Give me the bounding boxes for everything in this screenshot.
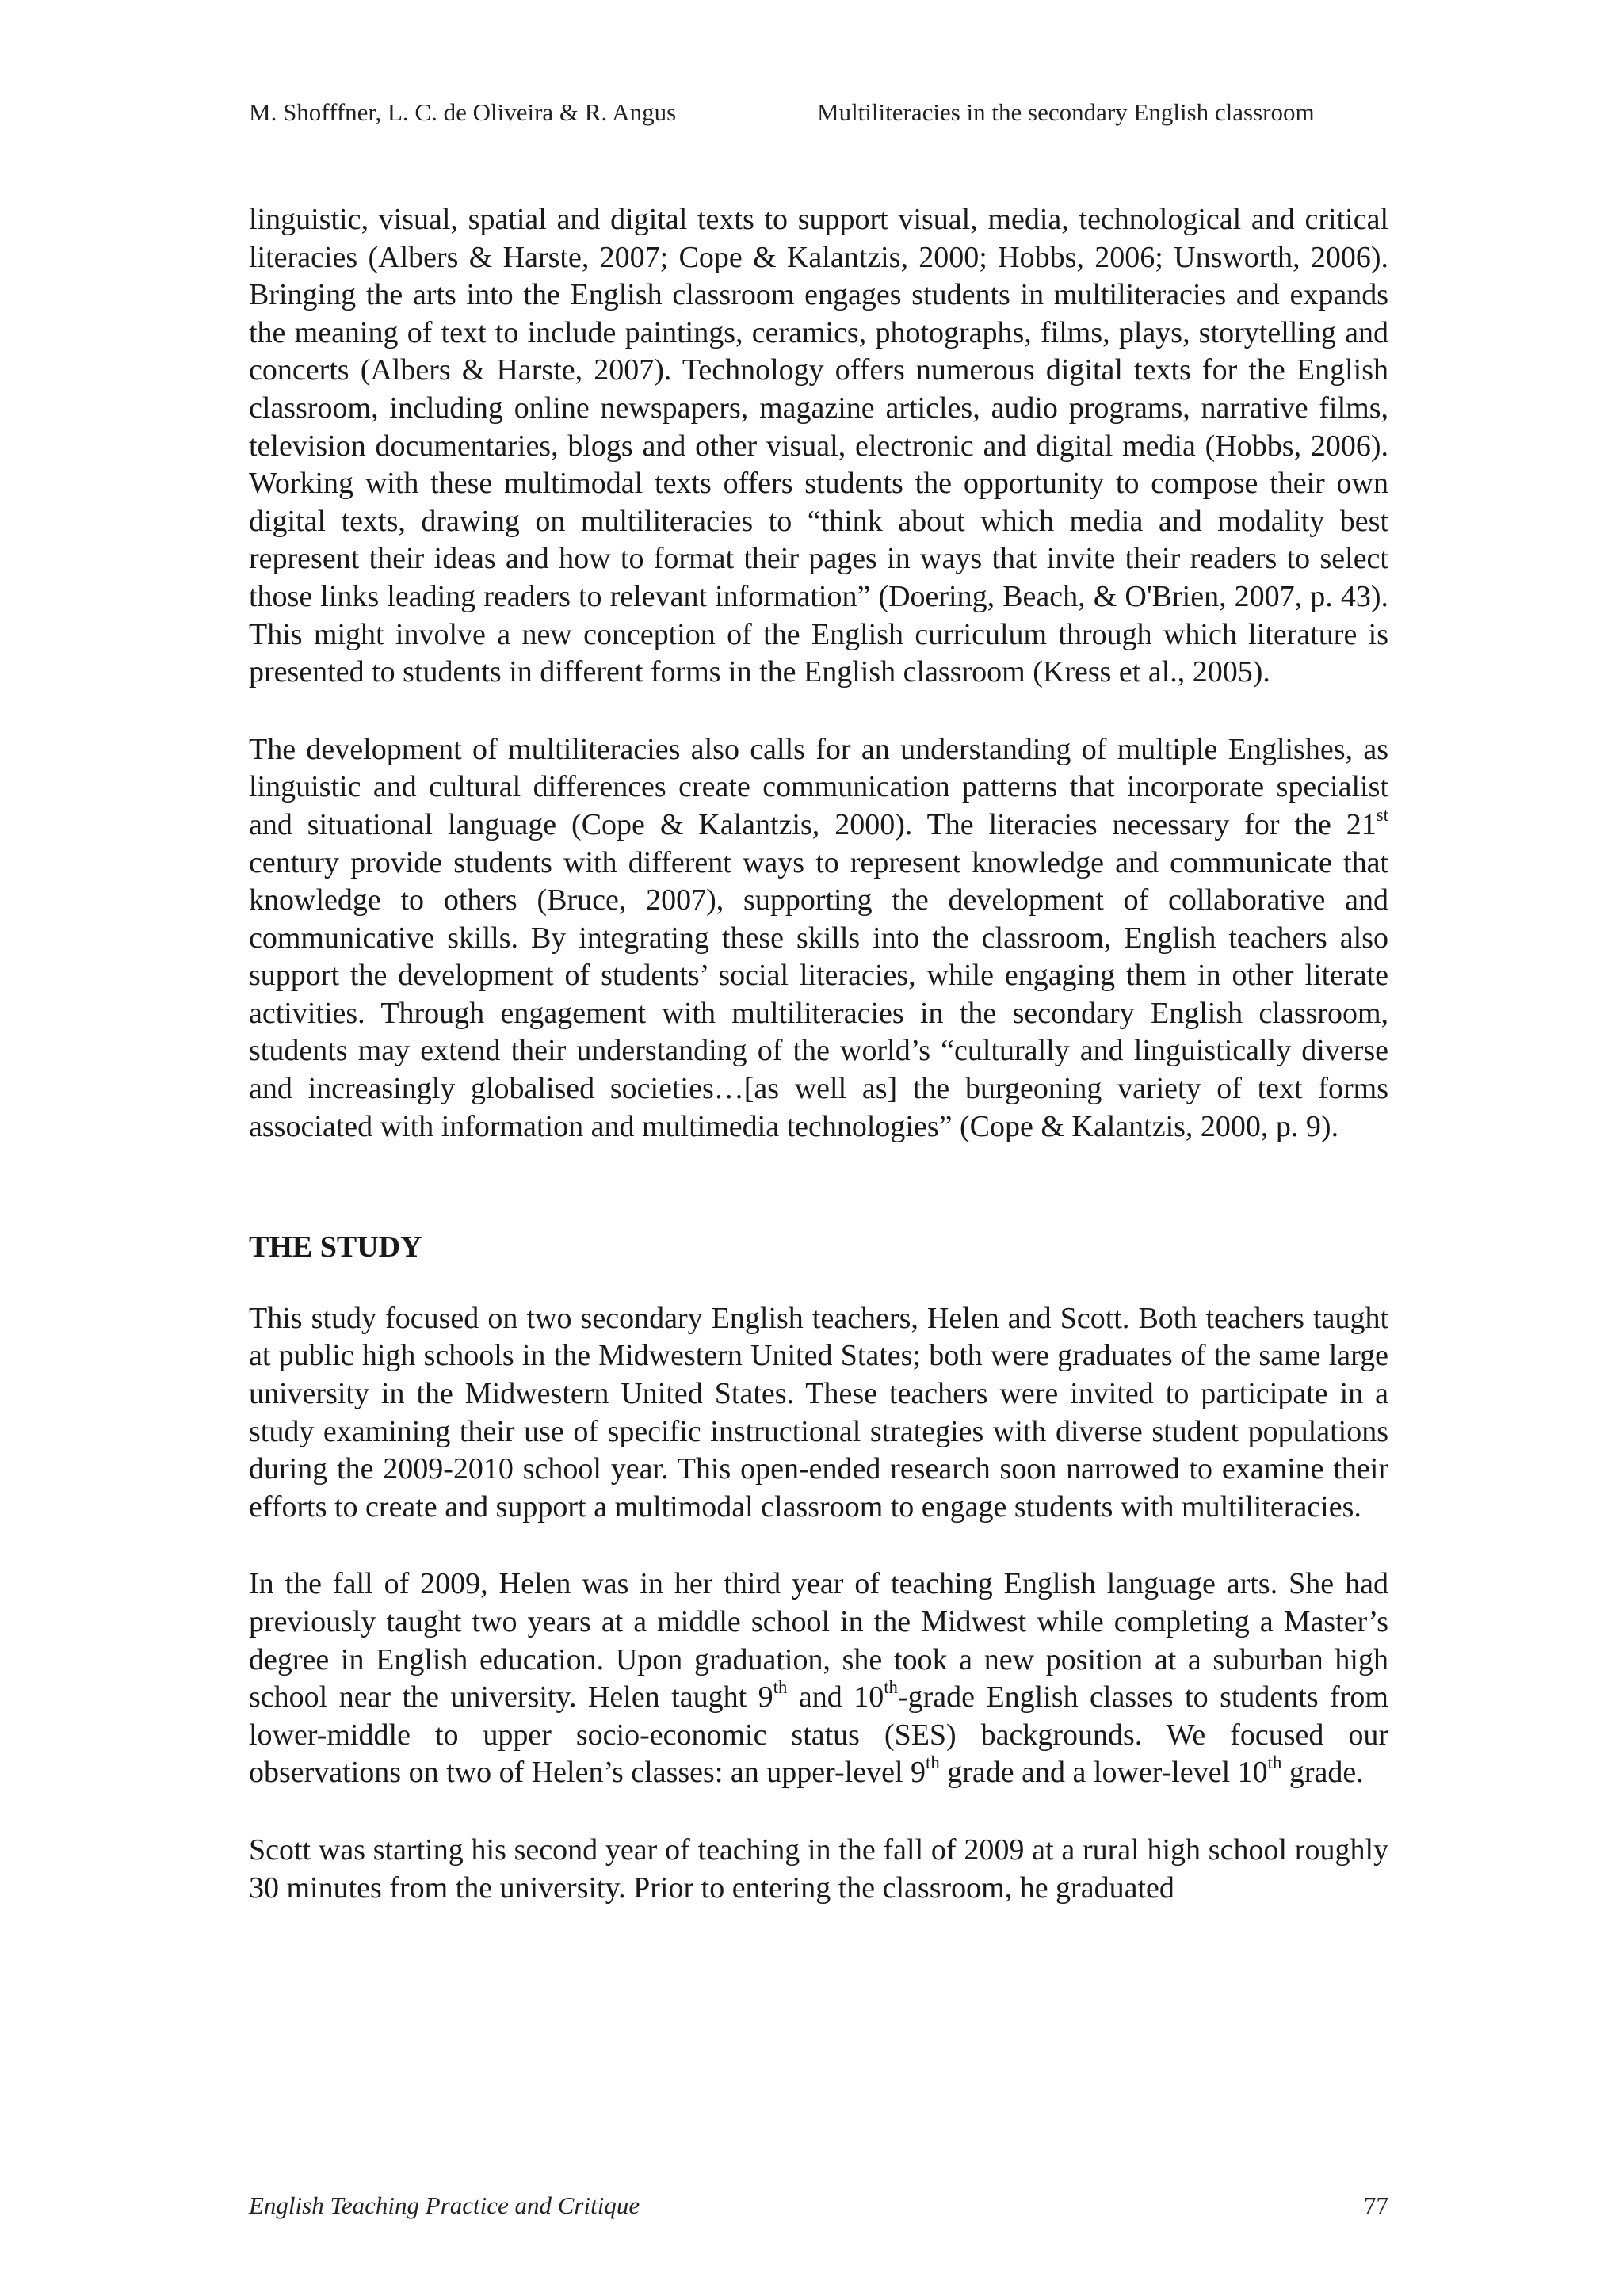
paragraph-1: linguistic, visual, spatial and digital texts to support visual, media, technological and critical literacies (Albers & Harste, 2007; Cope & Kalantzis, 2000; Hobbs, 2006; Unsworth, 2006). Bringing the arts into the English classroom engages students in multiliteracies and expands the meaning of text to include paintings, ceramics, photographs, films, plays, storytelling and concerts (Albers & Harste, 2007). Technology offers numerous digital texts for the English classroom, including online newspapers, magazine articles, audio programs, narrative films, television documentaries, blogs and other visual, electronic and digital media (Hobbs, 2006). Working with these multimodal texts offers students the opportunity to compose their own digital texts, drawing on multiliteracies to “think about which media and modality best represent their ideas and how to format their pages in ways that invite their readers to select those links leading readers to relevant information” (Doering, Beach, & O'Brien, 2007, p. 43). This might involve a new conception of the English curriculum through which literature is presented to students in different forms in the English classroom (Kress et al., 2005).: [249, 203, 1388, 689]
ordinal-superscript: th: [884, 1677, 898, 1698]
ordinal-superscript: th: [1267, 1753, 1282, 1773]
paragraph-4-part-d: grade and a lower-level 10: [939, 1756, 1268, 1790]
body-text: [249, 201, 1388, 1907]
section-heading-the-study: THE STUDY: [249, 1230, 422, 1264]
ordinal-superscript: th: [773, 1677, 788, 1698]
running-head-title: Multiliteracies in the secondary English classroom: [817, 98, 1315, 126]
paragraph-2-part-b: century provide students with different ways to represent knowledge and communicate that knowledge to others (Bruce, 2007), supporting the development of collaborative and communicative skills. By integrating these skills into the classroom, English teachers also support the development of students’ social literacies, while engaging them in other literate activities. Through engagement with multiliteracies in the secondary English classroom, students may extend their understanding of the world’s “culturally and linguistically diverse and increasingly globalised societies…[as well as] the burgeoning variety of text forms associated with information and multimedia technologies” (Cope & Kalantzis, 2000, p. 9).: [249, 845, 1388, 1143]
paragraph-4-part-e: grade.: [1281, 1756, 1364, 1790]
footer-journal-name: English Teaching Practice and Critique: [249, 2191, 640, 2219]
ordinal-superscript: th: [926, 1753, 940, 1773]
paragraph-4: [249, 1566, 1388, 1792]
paragraph-4-part-a: In the fall of 2009, Helen was in her third year of teaching English language arts. She had previously taught two years at a middle school in the Midwest while completing a Master’s degree in English education. Upon graduation, she took a new position at a suburban high school near the university. Helen taught 9: [249, 1567, 1388, 1714]
paragraph-3: This study focused on two secondary English teachers, Helen and Scott. Both teachers taught at public high schools in the Midwestern United States; both were graduates of the same large university in the Midwestern United States. These teachers were invited to participate in a study examining their use of specific instructional strategies with diverse student populations during the 2009-2010 school year. This open-ended research soon narrowed to examine their efforts to create and support a multimodal classroom to engage students with multiliteracies.: [249, 1301, 1388, 1524]
ordinal-superscript: st: [1376, 804, 1388, 825]
paragraph-2-part-a: The development of multiliteracies also calls for an understanding of multiple Englishes, as linguistic and cultural differences create communication patterns that incorporate specialist and situational language (Cope & Kalantzis, 2000). The literacies necessary for the 21: [249, 732, 1388, 841]
running-head-authors: M. Shofffner, L. C. de Oliveira & R. Angus: [249, 98, 677, 126]
paragraph-2: [249, 731, 1388, 1146]
footer-page-number: 77: [1364, 2191, 1388, 2219]
paragraph-4-part-b: and 10: [787, 1680, 884, 1714]
paragraph-4-part-c: -grade English classes to students from lower-middle to upper socio-economic status (SES) backgrounds. We focused our observations on two of Helen’s classes: an upper-level 9: [249, 1680, 1388, 1790]
paragraph-5: Scott was starting his second year of teaching in the fall of 2009 at a rural high school roughly 30 minutes from the university. Prior to entering the classroom, he graduated: [249, 1833, 1388, 1905]
